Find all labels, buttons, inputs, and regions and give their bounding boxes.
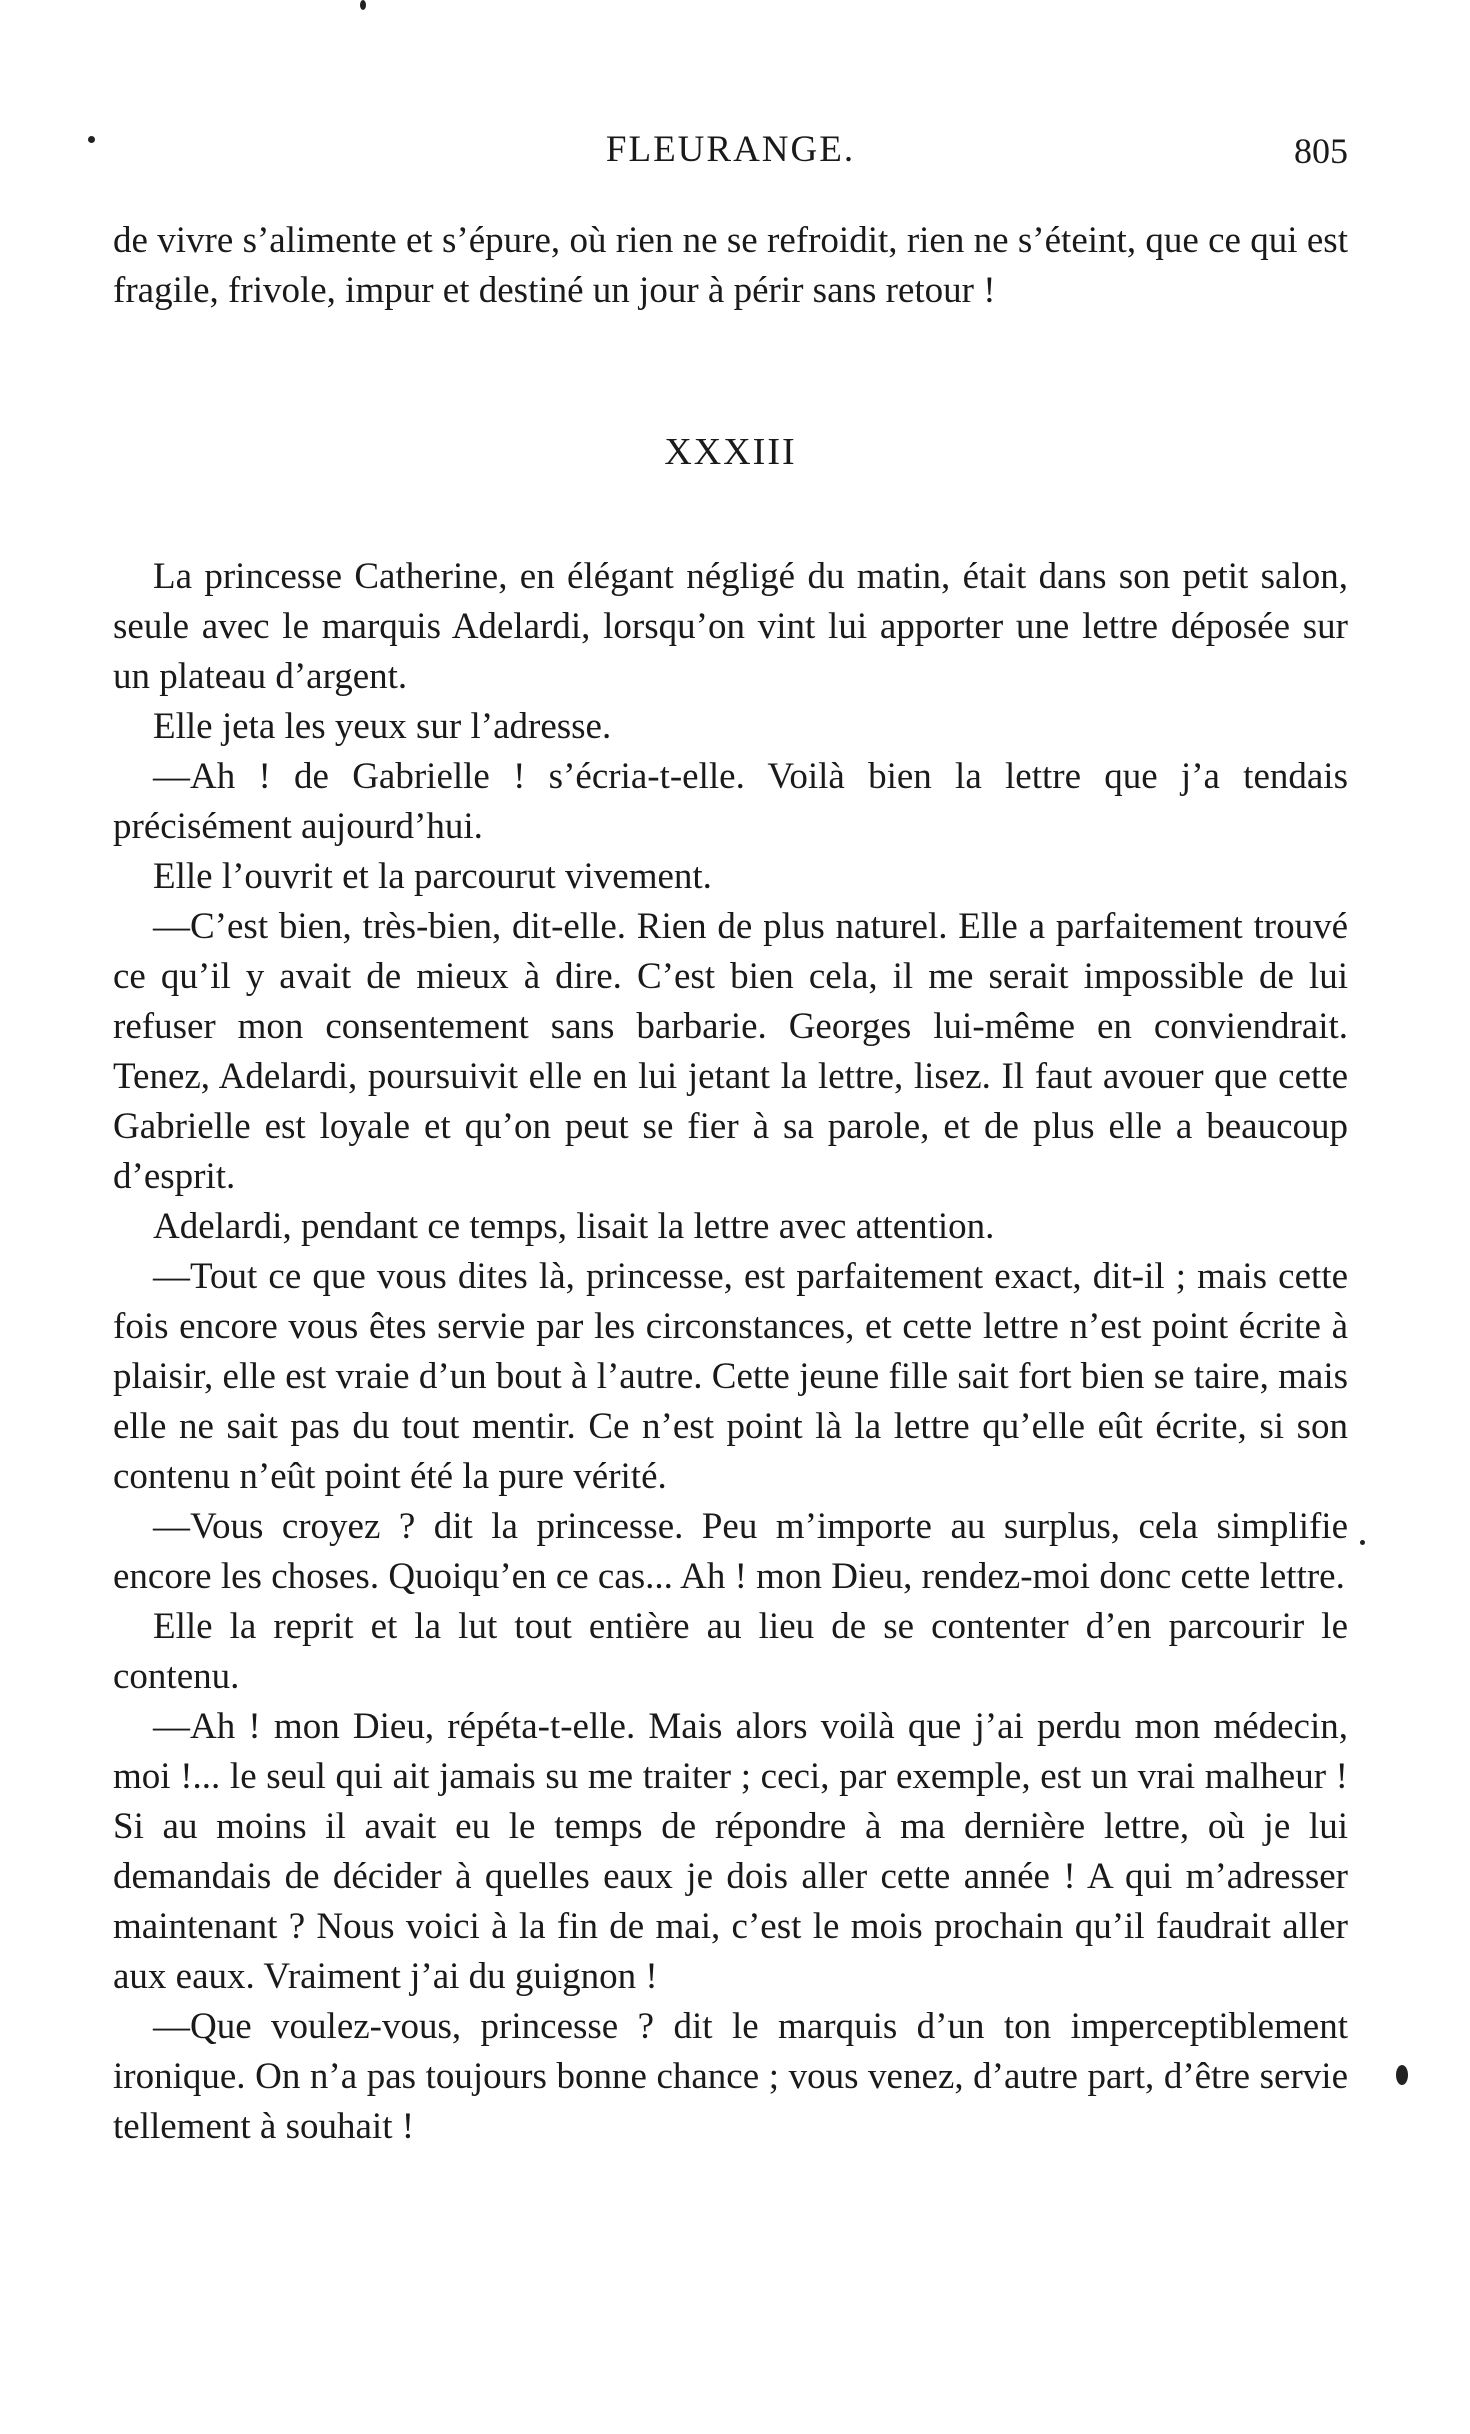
opening-text-block [113, 216, 1348, 316]
paragraph: Elle jeta les yeux sur l’adresse. [153, 706, 612, 747]
running-title: FLEURANGE. [605, 129, 856, 170]
running-head [113, 128, 1348, 178]
paragraph: —C’est bien, très-bien, dit-elle. Rien de plus naturel. Elle a parfaitement trouvé ce qu’il y avait de mieux à dire. C’est bien cela, il me serait impossible de lui refuser mon consentement sans barbarie. Georges lui-même en conviendrait. Tenez, Adelardi, poursuivit elle en lui jetant la lettre, lisez. Il faut avouer que cette Gabrielle est loyale et qu’on peut se fier à sa parole, et de plus elle a beaucoup d’esprit. [113, 906, 1348, 1197]
paragraph: Elle l’ouvrit et la parcourut vivement. [153, 856, 712, 897]
print-speck [88, 136, 95, 143]
opening-paragraph: de vivre s’alimente et s’épure, où rien ne se refroidit, rien ne s’éteint, que ce qui est fragile, frivole, impur et destiné un jour à périr sans retour ! [113, 220, 1348, 311]
chapter-heading: XXXIII [664, 431, 797, 473]
paragraph: —Ah ! mon Dieu, répéta-t-elle. Mais alors voilà que j’ai perdu mon médecin, moi !... le seul qui ait jamais su me traiter ; ceci, par exemple, est un vrai malheur ! Si au moins il avait eu le temps de répondre à ma dernière lettre, où je lui demandais de décider à quelles eaux je dois aller cette année ! A qui m’adresser maintenant ? Nous voici à la fin de mai, c’est le mois prochain qu’il faudrait aller aux eaux. Vraiment j’ai du guignon ! [113, 1706, 1348, 1997]
print-speck [360, 0, 366, 10]
paragraph: La princesse Catherine, en élégant négligé du matin, était dans son petit salon, seule avec le marquis Adelardi, lorsqu’on vint lui apporter une lettre déposée sur un plateau d’argent. [113, 556, 1348, 697]
print-speck [1396, 2065, 1408, 2085]
paragraph: Elle la reprit et la lut tout entière au lieu de se contenter d’en parcourir le contenu. [113, 1606, 1348, 1697]
print-speck [1360, 1540, 1365, 1545]
chapter-text-block [113, 552, 1348, 2152]
paragraph: —Tout ce que vous dites là, princesse, est parfaitement exact, dit-il ; mais cette fois encore vous êtes servie par les circonstances, et cette lettre n’est point écrite à plaisir, elle est vraie d’un bout à l’autre. Cette jeune fille sait fort bien se taire, mais elle ne sait pas du tout mentir. Ce n’est point là la lettre qu’elle eût écrite, si son contenu n’eût point été la pure vérité. [113, 1256, 1348, 1497]
paragraph: —Ah ! de Gabrielle ! s’écria-t-elle. Voilà bien la lettre que j’a tendais précisément aujourd’hui. [113, 756, 1348, 847]
paragraph: Adelardi, pendant ce temps, lisait la lettre avec attention. [153, 1206, 995, 1247]
paragraph: —Que voulez-vous, princesse ? dit le marquis d’un ton imperceptiblement ironique. On n’a pas toujours bonne chance ; vous venez, d’autre part, d’être servie tellement à souhait ! [113, 2006, 1348, 2147]
paragraph: —Vous croyez ? dit la princesse. Peu m’importe au surplus, cela simplifie encore les choses. Quoiqu’en ce cas... Ah ! mon Dieu, rendez-moi donc cette lettre. [113, 1506, 1348, 1597]
page-number: 805 [1294, 131, 1348, 171]
